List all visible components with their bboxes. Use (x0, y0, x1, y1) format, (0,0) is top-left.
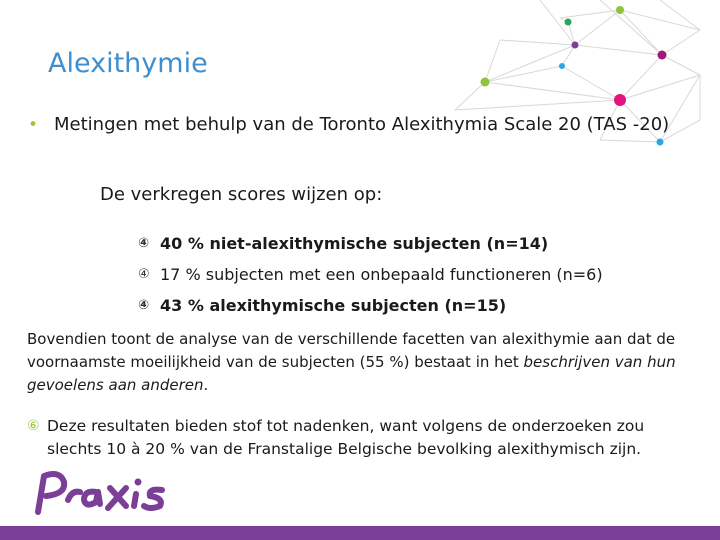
score-item (138, 259, 603, 290)
score-marker: ④ (138, 298, 150, 313)
bottom-bar (0, 526, 720, 540)
network-node (481, 78, 490, 87)
network-node (559, 63, 565, 69)
score-marker: ④ (138, 236, 150, 251)
network-node (614, 94, 626, 106)
score-text: 17 % subjecten met een onbepaald functioneren (n=6) (160, 265, 603, 284)
score-text: 43 % alexithymische subjecten (n=15) (160, 296, 507, 315)
network-node (658, 51, 667, 60)
score-text: 40 % niet-alexithymische subjecten (n=14) (160, 234, 549, 253)
network-node (565, 19, 572, 26)
score-item (138, 228, 603, 259)
bullet-item (28, 110, 688, 140)
network-node (616, 6, 624, 14)
paragraph-text: Bovendien toont de analyse van de verschillende facetten van alexithymie aan dat de voornaamste moeilijkheid van de subjecten (55 %) bestaat in het (27, 330, 676, 371)
score-item (138, 290, 603, 321)
bullet-marker: • (28, 115, 39, 135)
analysis-paragraph (27, 328, 697, 397)
praxis-logo (26, 466, 178, 526)
score-list (138, 228, 603, 321)
paragraph-emphasis: beschrijven van hun gevoelens aan anderen (27, 353, 676, 394)
note-text: Deze resultaten bieden stof tot nadenken, want volgens de onderzoeken zou slechts 10 à 20 % van de Franstalige Belgische bevolking alexithymisch zijn. (47, 417, 645, 458)
note-marker: ⑥ (27, 418, 40, 434)
bullet-text: Metingen met behulp van de Toronto Alexithymia Scale 20 (TAS -20) (54, 114, 670, 135)
sub-heading: De verkregen scores wijzen op: (100, 184, 383, 205)
paragraph-end: . (203, 376, 209, 394)
score-marker: ④ (138, 267, 150, 282)
network-node (572, 42, 579, 49)
slide-title: Alexithymie (48, 48, 208, 79)
conclusion-note (27, 415, 687, 461)
